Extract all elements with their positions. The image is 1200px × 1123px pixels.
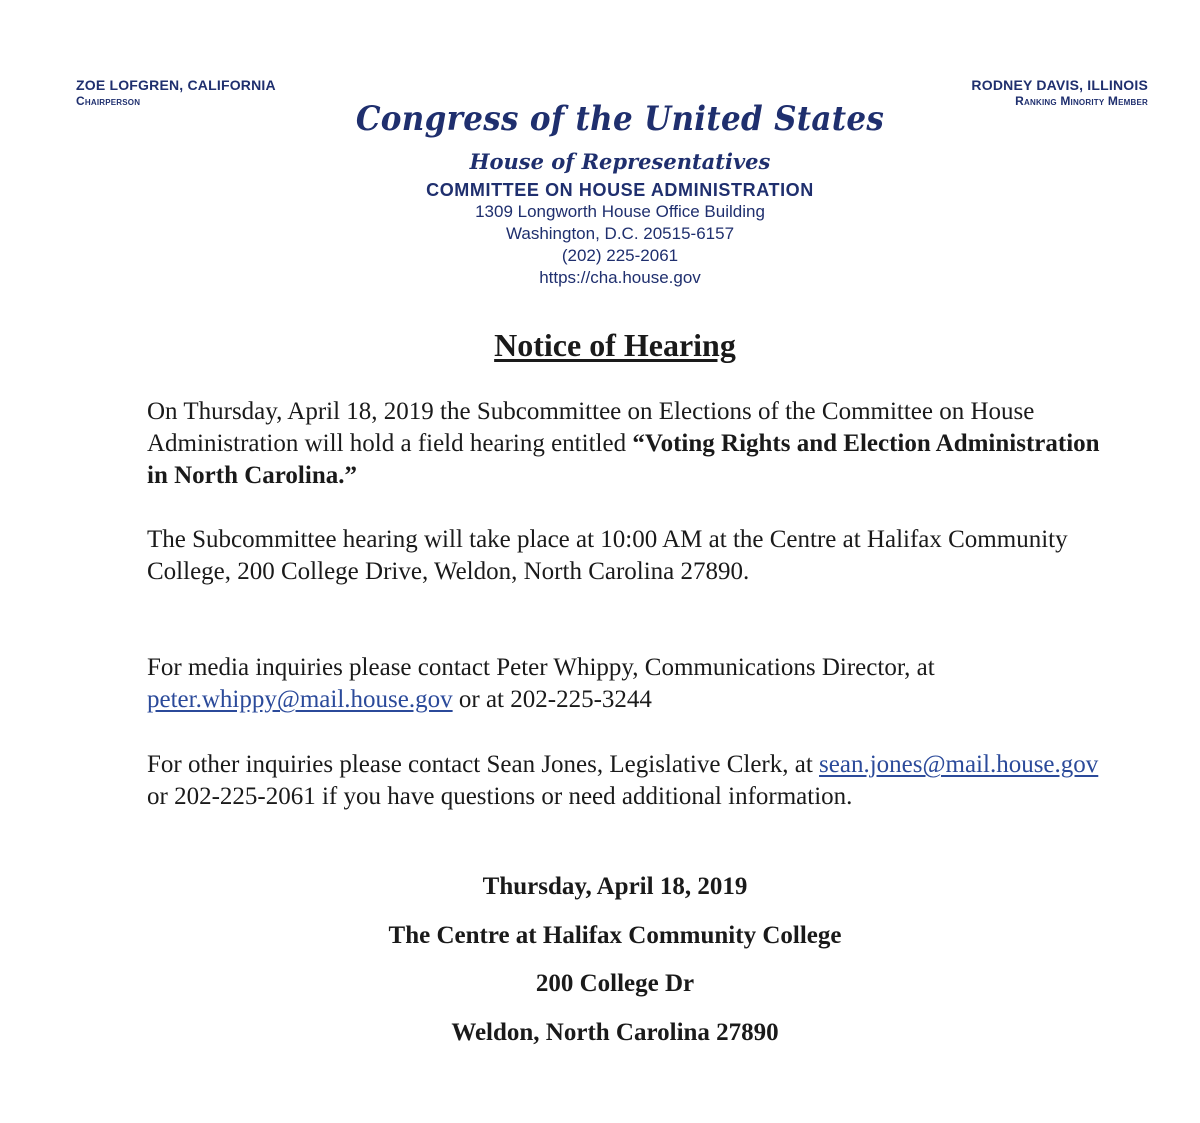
other-inquiries-prefix: For other inquiries please contact Sean Jones, Legislative Clerk, at (147, 751, 813, 778)
media-inquiries-paragraph (147, 652, 1107, 716)
other-inquiries-paragraph (147, 749, 1107, 813)
hearing-location-paragraph (147, 524, 1107, 588)
chairperson-name: ZOE LOFGREN, CALIFORNIA (76, 77, 276, 93)
hearing-location-text: The Subcommittee hearing will take place at 10:00 AM at the Centre at Halifax Community College, 200 College Drive, Weldon, North Carolina 27890. (147, 526, 1068, 585)
hearing-date: Thursday, April 18, 2019 (482, 873, 748, 900)
hearing-street: 200 College Dr (535, 970, 695, 997)
hearing-venue: The Centre at Halifax Community College (388, 921, 842, 949)
hearing-details-block (0, 868, 1200, 1062)
other-inquiries-suffix: or 202-225-2061 if you have questions or need additional information. (147, 783, 853, 810)
address-line-1: 1309 Longworth House Office Building (475, 202, 765, 221)
ranking-member-name: RODNEY DAVIS, ILLINOIS (971, 77, 1148, 93)
house-title: House of Representatives (469, 149, 771, 174)
media-inquiries-suffix: or at 202-225-3244 (458, 686, 652, 713)
chairperson-role: Chairperson (76, 94, 141, 108)
hearing-title: “Voting Rights and Election Administration in North Carolina.” (147, 430, 1100, 489)
hearing-announcement-text: On Thursday, April 18, 2019 the Subcommittee on Elections of the Committee on House Administration will hold a field hearing entitled (147, 398, 1035, 457)
committee-name: COMMITTEE ON HOUSE ADMINISTRATION (426, 180, 814, 200)
clerk-email-link[interactable]: sean.jones@mail.house.gov (819, 751, 1099, 778)
media-inquiries-prefix: For media inquiries please contact Peter Whippy, Communications Director, at (147, 654, 935, 681)
committee-website[interactable]: https://cha.house.gov (539, 268, 701, 287)
address-line-2: Washington, D.C. 20515-6157 (505, 224, 735, 243)
notice-title: Notice of Hearing (494, 327, 736, 363)
committee-phone: (202) 225-2061 (561, 246, 679, 265)
letterhead (0, 95, 1200, 289)
ranking-member-role: Ranking Minority Member (1015, 94, 1148, 108)
congress-title: Congress of the United States (355, 99, 885, 139)
hearing-city: Weldon, North Carolina 27890 (451, 1018, 779, 1046)
hearing-announcement (147, 396, 1107, 492)
media-email-link[interactable]: peter.whippy@mail.house.gov (147, 686, 453, 713)
